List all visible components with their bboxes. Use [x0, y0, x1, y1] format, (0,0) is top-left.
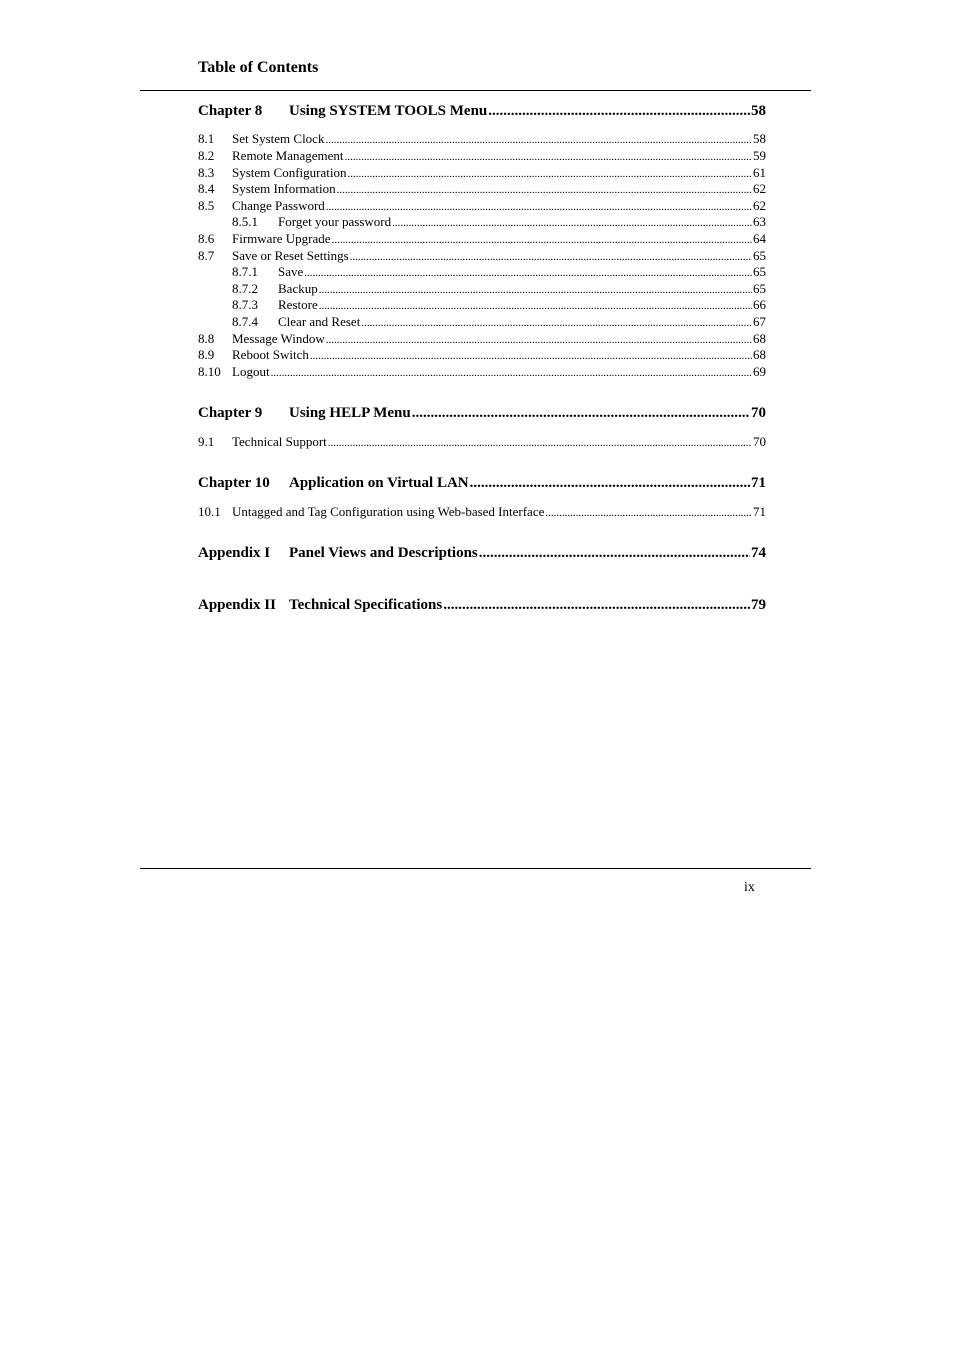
- dot-leader: [304, 264, 752, 281]
- toc-entry-number: 8.1: [198, 131, 215, 146]
- toc-entry-page: 68: [753, 331, 766, 346]
- toc-entry-page: 64: [753, 231, 766, 246]
- toc-entry-page: 62: [753, 181, 766, 196]
- dot-leader: [326, 198, 752, 215]
- toc-entry-number: 8.2: [198, 148, 215, 163]
- toc-entry-number: 8.10: [198, 364, 221, 379]
- toc-entry-number: Chapter 10: [198, 475, 270, 491]
- toc-entry-title: Save or Reset Settings: [232, 248, 349, 263]
- toc-entry-page: 71: [753, 504, 766, 519]
- toc-entry-title: Restore: [278, 297, 318, 312]
- dot-leader: [328, 434, 752, 451]
- toc-section-entry[interactable]: [198, 148, 766, 165]
- dot-leader: [325, 131, 752, 148]
- toc-entry-page: 65: [753, 264, 766, 279]
- toc-entry-page: 68: [753, 347, 766, 362]
- page-number: ix: [744, 880, 755, 895]
- toc-entry-title: Technical Support: [232, 434, 327, 449]
- toc-entry-page: 62: [753, 198, 766, 213]
- toc-entry-number: 8.3: [198, 165, 215, 180]
- toc-entry-number: Appendix II: [198, 597, 276, 613]
- toc-entry-number: 8.7: [198, 248, 215, 263]
- toc-entry-number: 8.7.1: [232, 264, 258, 279]
- toc-entry-title: Save: [278, 264, 304, 279]
- toc-entry-number: Appendix I: [198, 545, 271, 561]
- toc-subsection-entry[interactable]: [198, 214, 766, 231]
- toc-entry-title: Forget your password: [278, 214, 392, 229]
- toc-subsection-entry[interactable]: [198, 297, 766, 314]
- dot-leader: [345, 148, 752, 165]
- toc-entry-title: Reboot Switch: [232, 347, 309, 362]
- toc-entry-page: 69: [753, 364, 766, 379]
- toc-entry-title: Using SYSTEM TOOLS Menu: [289, 103, 488, 119]
- toc-entry-number: 8.7.2: [232, 281, 258, 296]
- toc-entry-page: 63: [753, 214, 766, 229]
- toc-entry-number: 8.6: [198, 231, 215, 246]
- toc-entry-title: Clear and Reset: [278, 314, 361, 329]
- toc-entry-number: 8.7.3: [232, 297, 258, 312]
- dot-leader: [271, 364, 752, 381]
- toc-section-entry[interactable]: [198, 347, 766, 364]
- dot-leader: [470, 473, 750, 493]
- dot-leader: [479, 543, 750, 563]
- toc-section-entry[interactable]: [198, 434, 766, 451]
- page-header-title: Table of Contents: [198, 59, 319, 76]
- dot-leader: [332, 231, 752, 248]
- toc-entry-number: 8.4: [198, 181, 215, 196]
- toc-entry-title: Message Window: [232, 331, 325, 346]
- toc-entry-number: Chapter 8: [198, 103, 263, 119]
- dot-leader: [337, 181, 752, 198]
- toc-entry-number: 9.1: [198, 434, 215, 449]
- toc-section-entry[interactable]: [198, 504, 766, 521]
- toc-entry-page: 74: [751, 545, 766, 561]
- toc-entry-title: Using HELP Menu: [289, 405, 411, 421]
- dot-leader: [392, 214, 752, 231]
- toc-section-entry[interactable]: [198, 364, 766, 381]
- toc-subsection-entry[interactable]: [198, 281, 766, 298]
- toc-section-entry[interactable]: [198, 248, 766, 265]
- footer-rule: [140, 868, 811, 869]
- toc-subsection-entry[interactable]: [198, 264, 766, 281]
- toc-entry-number: 8.8: [198, 331, 215, 346]
- toc-appendix-entry[interactable]: [198, 595, 766, 615]
- dot-leader: [361, 314, 752, 331]
- toc-entry-page: 79: [751, 597, 766, 613]
- toc-entry-title: System Configuration: [232, 165, 347, 180]
- toc-entry-number: 10.1: [198, 504, 221, 519]
- toc-entry-page: 70: [753, 434, 766, 449]
- toc-chapter-entry[interactable]: [198, 403, 766, 423]
- dot-leader: [310, 347, 752, 364]
- toc-entry-title: Untagged and Tag Configuration using Web-based Interface: [232, 504, 545, 519]
- toc-entry-page: 65: [753, 281, 766, 296]
- toc-entry-title: Backup: [278, 281, 318, 296]
- dot-leader: [443, 595, 750, 615]
- header-rule: [140, 90, 811, 91]
- toc-entry-title: Panel Views and Descriptions: [289, 545, 478, 561]
- toc-section-entry[interactable]: [198, 331, 766, 348]
- toc-appendix-entry[interactable]: [198, 543, 766, 563]
- toc-entry-page: 67: [753, 314, 766, 329]
- toc-section-entry[interactable]: [198, 198, 766, 215]
- toc-entry-page: 58: [753, 131, 766, 146]
- dot-leader: [350, 248, 752, 265]
- toc-entry-number: 8.7.4: [232, 314, 258, 329]
- toc-entry-page: 65: [753, 248, 766, 263]
- toc-entry-page: 66: [753, 297, 766, 312]
- toc-section-entry[interactable]: [198, 131, 766, 148]
- toc-entry-title: Application on Virtual LAN: [289, 475, 469, 491]
- toc-entry-title: System Information: [232, 181, 336, 196]
- toc-entry-title: Logout: [232, 364, 270, 379]
- toc-chapter-entry[interactable]: [198, 473, 766, 493]
- toc-entry-page: 58: [751, 103, 766, 119]
- toc-section-entry[interactable]: [198, 165, 766, 182]
- dot-leader: [545, 504, 752, 521]
- dot-leader: [347, 165, 752, 182]
- toc-entry-page: 61: [753, 165, 766, 180]
- toc-entry-number: 8.5: [198, 198, 215, 213]
- toc-entry-title: Change Password: [232, 198, 325, 213]
- dot-leader: [412, 403, 750, 423]
- toc-entry-number: 8.9: [198, 347, 215, 362]
- toc-entry-title: Set System Clock: [232, 131, 325, 146]
- toc-section-entry[interactable]: [198, 231, 766, 248]
- toc-entry-title: Remote Management: [232, 148, 344, 163]
- toc-subsection-entry[interactable]: [198, 314, 766, 331]
- toc-entry-page: 70: [751, 405, 766, 421]
- toc-entry-title: Technical Specifications: [289, 597, 443, 613]
- dot-leader: [326, 331, 752, 348]
- toc-chapter-entry[interactable]: [198, 101, 766, 121]
- toc-entry-title: Firmware Upgrade: [232, 231, 331, 246]
- toc-section-entry[interactable]: [198, 181, 766, 198]
- dot-leader: [319, 281, 752, 298]
- toc-entry-number: 8.5.1: [232, 214, 258, 229]
- toc-entry-page: 71: [751, 475, 766, 491]
- toc-entry-page: 59: [753, 148, 766, 163]
- toc-entry-number: Chapter 9: [198, 405, 263, 421]
- dot-leader: [319, 297, 752, 314]
- dot-leader: [488, 101, 750, 121]
